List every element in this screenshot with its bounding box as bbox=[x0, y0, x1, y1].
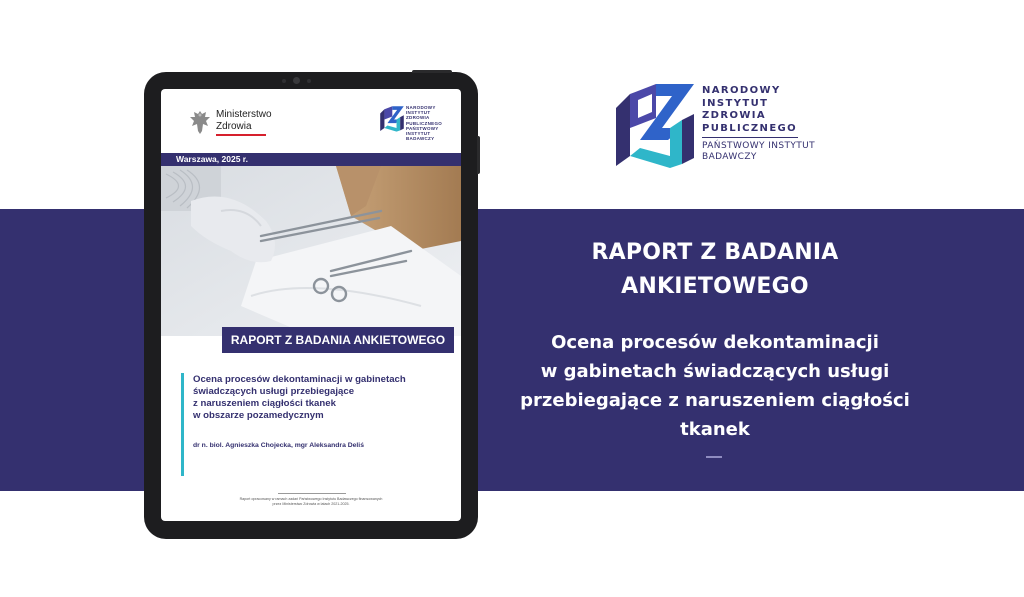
report-subtitle-line: Ocena procesów dekontaminacji bbox=[551, 332, 879, 353]
tablet-device bbox=[144, 72, 478, 539]
footer-rule bbox=[278, 493, 346, 494]
logo-divider bbox=[702, 137, 798, 138]
logo-line: PUBLICZNEGO bbox=[702, 122, 798, 134]
report-subtitle bbox=[508, 328, 922, 444]
cover-subtitle bbox=[193, 374, 443, 422]
sensor-icon bbox=[307, 79, 311, 83]
cover-accent-bar bbox=[181, 373, 184, 476]
ministry-name bbox=[216, 109, 272, 132]
cover-subtitle-line: Ocena procesów dekontaminacji w gabinetach bbox=[193, 374, 406, 385]
cover-title: RAPORT Z BADANIA ANKIETOWEGO bbox=[222, 327, 454, 353]
mini-logo-line: ZDROWIA bbox=[406, 115, 430, 121]
cover-photo bbox=[161, 166, 461, 336]
report-subtitle-line: w gabinetach świadczących usługi bbox=[540, 361, 890, 382]
logo-line: NARODOWY bbox=[702, 85, 781, 96]
tablet-side-button bbox=[477, 136, 480, 174]
tablet-top-button bbox=[412, 70, 452, 73]
report-cover[interactable] bbox=[161, 89, 461, 521]
logo-sub-line: BADAWCZY bbox=[702, 152, 757, 162]
pzh-logo-mark-icon bbox=[612, 78, 698, 168]
sensor-icon bbox=[282, 79, 286, 83]
ministry-logo bbox=[189, 107, 299, 141]
cover-date: Warszawa, 2025 r. bbox=[161, 153, 461, 166]
cover-subtitle-line: w obszarze pozamedycznym bbox=[193, 410, 324, 421]
report-subtitle-line: przebiegające z naruszeniem ciągłości bbox=[520, 390, 910, 411]
pzh-mini-logo bbox=[379, 104, 449, 142]
pzh-logo-mark-icon bbox=[379, 104, 405, 132]
decorative-dash bbox=[706, 456, 722, 458]
pzh-logo bbox=[612, 78, 842, 168]
report-subtitle-line: tkanek bbox=[680, 419, 750, 440]
pzh-logo-text bbox=[702, 85, 852, 163]
pzh-mini-logo-text bbox=[406, 105, 449, 141]
mini-logo-line: PUBLICZNEGO bbox=[406, 120, 443, 126]
report-title bbox=[530, 236, 900, 304]
cover-subtitle-line: świadczących usługi przebiegające bbox=[193, 386, 355, 397]
mini-logo-line: PAŃSTWOWY INSTYTUT BADAWCZY bbox=[406, 125, 439, 142]
mini-logo-line: NARODOWY bbox=[406, 105, 436, 110]
cover-subtitle-line: z naruszeniem ciągłości tkanek bbox=[193, 398, 336, 409]
eagle-emblem-icon bbox=[189, 109, 211, 135]
cover-footnote bbox=[211, 497, 411, 507]
logo-line: INSTYTUT bbox=[702, 97, 769, 109]
ministry-red-rule bbox=[216, 134, 266, 136]
footnote-line: przez Ministerstwo Zdrowia w latach 2021-2025. bbox=[272, 501, 350, 506]
cover-authors: dr n. biol. Agnieszka Chojecka, mgr Aleksandra Deliś bbox=[193, 442, 364, 449]
report-title-line: ANKIETOWEGO bbox=[621, 274, 809, 299]
ministry-line: Ministerstwo bbox=[216, 109, 272, 120]
report-title-line: RAPORT Z BADANIA bbox=[591, 240, 839, 265]
logo-sub-line: PAŃSTWOWY INSTYTUT bbox=[702, 141, 816, 151]
footnote-line: Raport opracowany w ramach zadań Państwowego Instytutu Badawczego finansowanych bbox=[239, 497, 383, 501]
camera-icon bbox=[293, 77, 300, 84]
ministry-line: Zdrowia bbox=[216, 120, 252, 132]
mini-logo-line: INSTYTUT bbox=[406, 110, 431, 116]
logo-line: ZDROWIA bbox=[702, 110, 767, 121]
